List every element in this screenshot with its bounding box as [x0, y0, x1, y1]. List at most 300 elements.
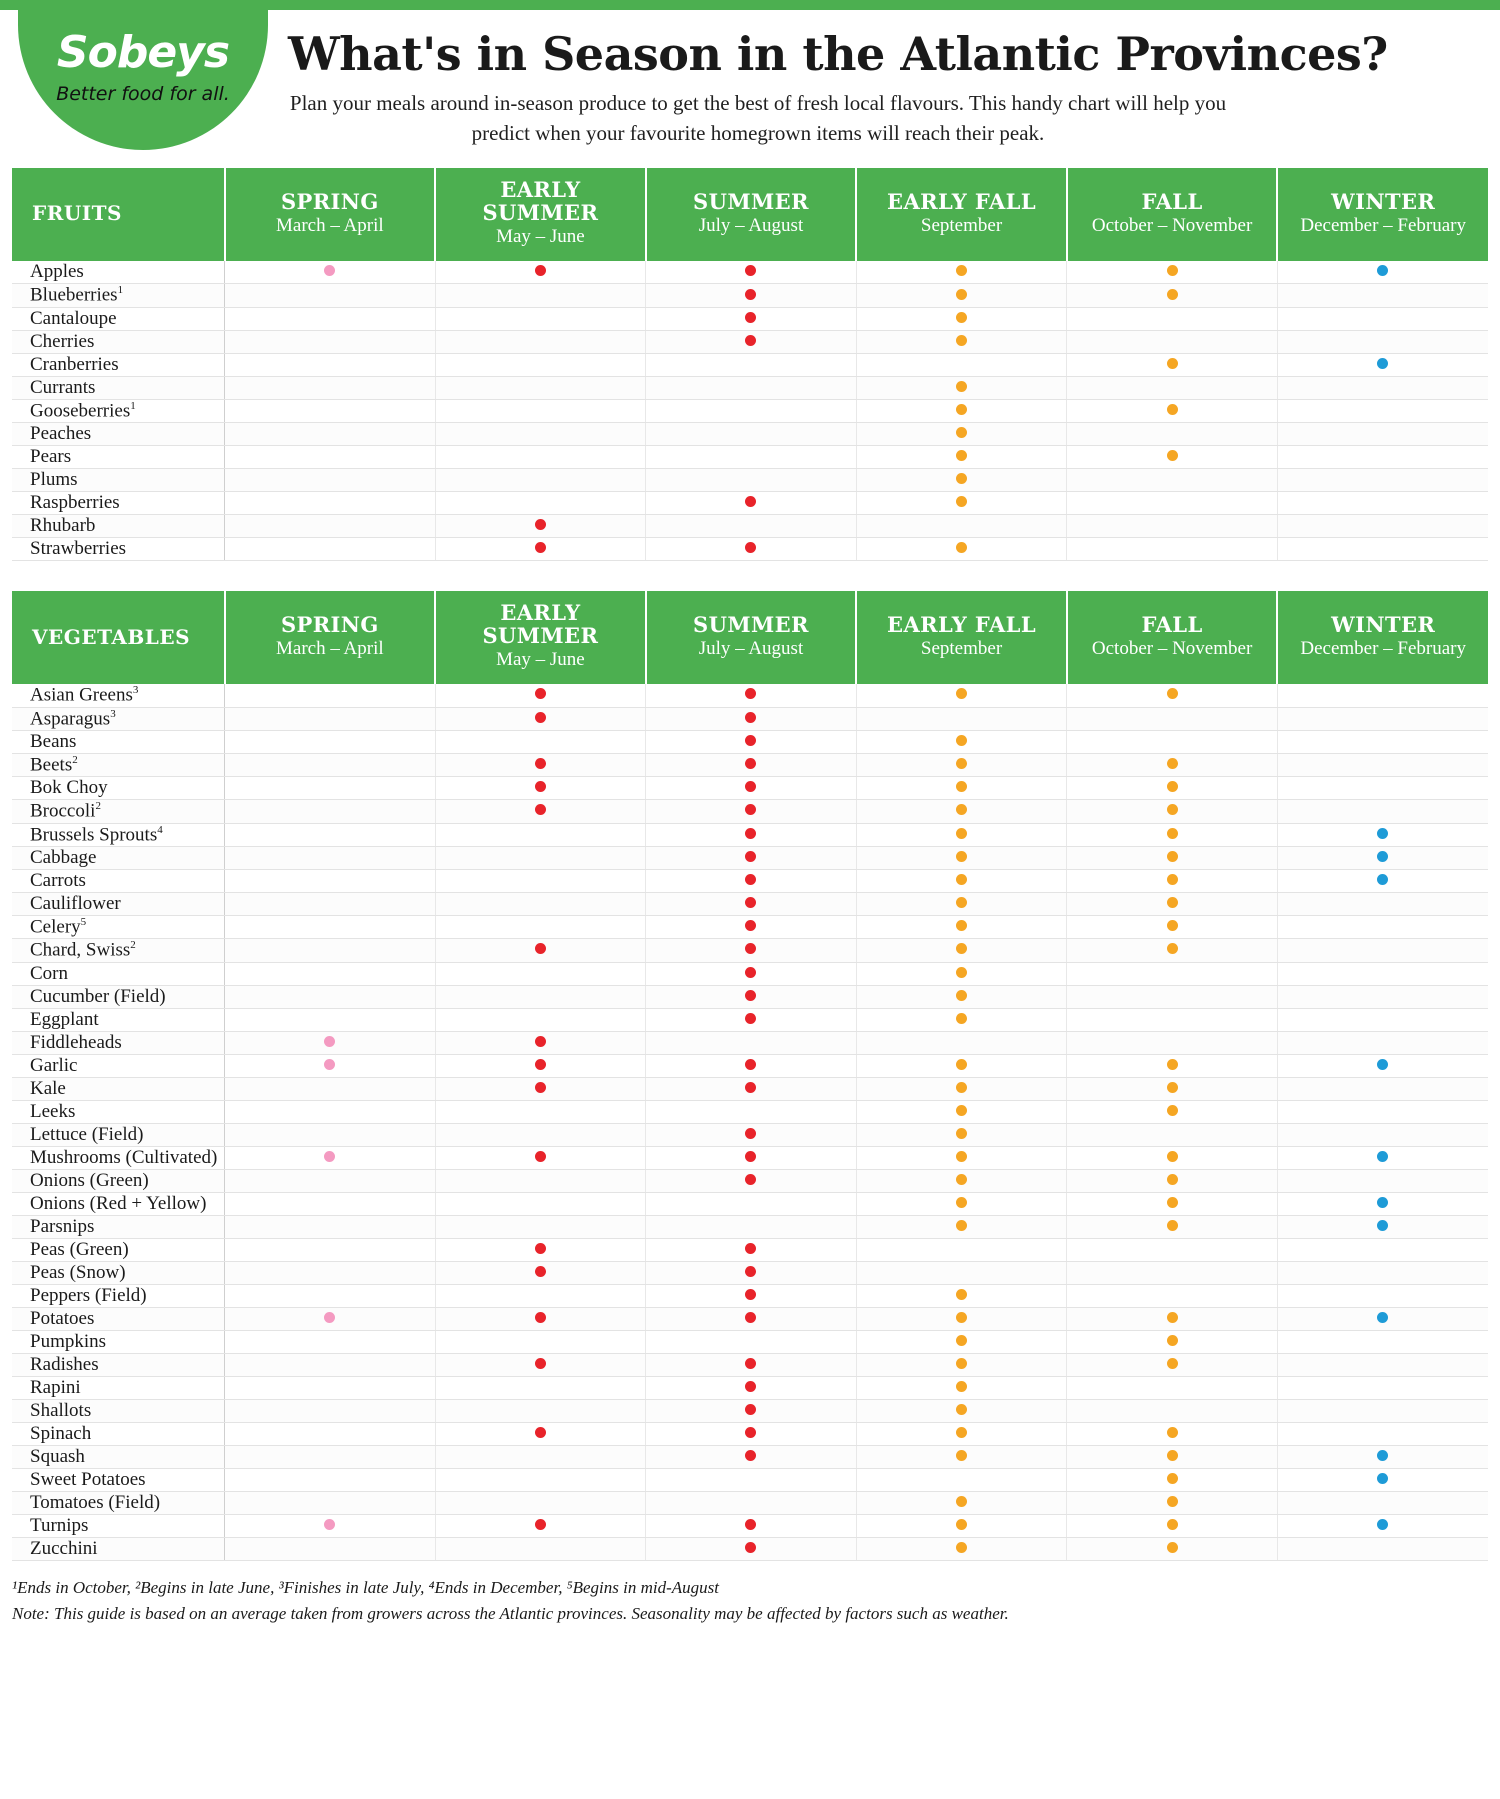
- availability-dot-red: [745, 943, 756, 954]
- season-cell: [225, 1307, 436, 1330]
- availability-dot-gold: [1167, 1473, 1178, 1484]
- availability-dot-gold: [956, 735, 967, 746]
- season-cell: [1277, 1445, 1488, 1468]
- season-cell: [856, 1307, 1067, 1330]
- season-cell: [225, 1169, 436, 1192]
- availability-dot-red: [745, 1151, 756, 1162]
- season-cell: [1067, 1169, 1278, 1192]
- season-cell: [856, 1445, 1067, 1468]
- availability-dot-gold: [956, 265, 967, 276]
- footer: [0, 1561, 1500, 1628]
- season-cell: [225, 1261, 436, 1284]
- season-cell: [1067, 1537, 1278, 1560]
- season-cell: [1067, 1008, 1278, 1031]
- produce-name: Cherries: [12, 330, 225, 353]
- availability-dot-gold: [1167, 1496, 1178, 1507]
- season-cell: [225, 939, 436, 962]
- season-cell: [435, 469, 646, 492]
- season-cell: [856, 1077, 1067, 1100]
- produce-name: Blueberries$^1$: [12, 284, 225, 307]
- season-cell: [435, 284, 646, 307]
- produce-name: Parsnips: [12, 1215, 225, 1238]
- season-cell: [435, 939, 646, 962]
- season-cell: [435, 1123, 646, 1146]
- season-cell: [1067, 1445, 1278, 1468]
- availability-dot-gold: [956, 967, 967, 978]
- availability-dot-red: [535, 1082, 546, 1093]
- season-cell: [225, 777, 436, 800]
- produce-name: Rhubarb: [12, 515, 225, 538]
- season-cell: [1277, 1307, 1488, 1330]
- season-cell: [646, 1537, 857, 1560]
- season-cell: [435, 800, 646, 823]
- availability-dot-red: [535, 1151, 546, 1162]
- availability-dot-gold: [956, 874, 967, 885]
- availability-dot-red: [535, 519, 546, 530]
- season-cell: [646, 423, 857, 446]
- produce-name: Asparagus$^3$: [12, 707, 225, 730]
- season-cell: [646, 1123, 857, 1146]
- availability-dot-gold: [1167, 1174, 1178, 1185]
- availability-dot-red: [745, 265, 756, 276]
- availability-dot-gold: [1167, 688, 1178, 699]
- produce-name: Mushrooms (Cultivated): [12, 1146, 225, 1169]
- season-cell: [646, 1146, 857, 1169]
- season-cell: [435, 1169, 646, 1192]
- availability-dot-gold: [956, 1059, 967, 1070]
- season-cell: [435, 1054, 646, 1077]
- table-row: [12, 707, 1488, 730]
- column-header-winter: WINTER December – February: [1277, 591, 1488, 684]
- season-cell: [856, 469, 1067, 492]
- page-subtitle: Plan your meals around in-season produce to get the best of fresh local flavours. This handy chart will help you predict when your favourite homegrown items will reach their peak.: [289, 90, 1227, 146]
- availability-dot-gold: [1167, 1427, 1178, 1438]
- season-cell: [225, 823, 436, 846]
- availability-dot-blue: [1377, 1220, 1388, 1231]
- availability-dot-gold: [1167, 851, 1178, 862]
- season-cell: [435, 684, 646, 707]
- column-header-fall: FALL October – November: [1067, 168, 1278, 261]
- season-cell: [435, 330, 646, 353]
- produce-name: Peas (Green): [12, 1238, 225, 1261]
- season-cell: [1277, 846, 1488, 869]
- footnote-marker: 4: [157, 823, 163, 836]
- season-cell: [1067, 707, 1278, 730]
- season-cell: [435, 1468, 646, 1491]
- season-cell: [856, 423, 1067, 446]
- availability-dot-gold: [956, 1450, 967, 1461]
- produce-name: Strawberries: [12, 538, 225, 561]
- availability-dot-gold: [956, 1082, 967, 1093]
- season-cell: [856, 330, 1067, 353]
- availability-dot-red: [745, 688, 756, 699]
- season-cell: [856, 707, 1067, 730]
- availability-dot-gold: [956, 1220, 967, 1231]
- produce-name: Rapini: [12, 1376, 225, 1399]
- season-cell: [435, 1537, 646, 1560]
- season-cell: [1067, 915, 1278, 938]
- table-row: [12, 1445, 1488, 1468]
- availability-dot-gold: [956, 1197, 967, 1208]
- season-cell: [1067, 1330, 1278, 1353]
- season-cell: [856, 939, 1067, 962]
- availability-dot-gold: [1167, 1358, 1178, 1369]
- produce-name: Apples: [12, 261, 225, 284]
- season-cell: [856, 684, 1067, 707]
- table-row: [12, 1514, 1488, 1537]
- season-cell: [1067, 1307, 1278, 1330]
- season-cell: [435, 1284, 646, 1307]
- season-cell: [1277, 823, 1488, 846]
- season-cell: [856, 1054, 1067, 1077]
- availability-dot-gold: [956, 828, 967, 839]
- season-cell: [435, 915, 646, 938]
- season-cell: [225, 1008, 436, 1031]
- season-cell: [856, 892, 1067, 915]
- season-cell: [856, 1100, 1067, 1123]
- season-cell: [646, 800, 857, 823]
- produce-name: Chard, Swiss$^2$: [12, 939, 225, 962]
- produce-name: Pumpkins: [12, 1330, 225, 1353]
- produce-name: Beans: [12, 730, 225, 753]
- availability-dot-gold: [1167, 1335, 1178, 1346]
- table-row: [12, 399, 1488, 422]
- season-cell: [1067, 307, 1278, 330]
- season-cell: [1067, 538, 1278, 561]
- availability-dot-gold: [1167, 450, 1178, 461]
- footnote-list: ¹Ends in October, ²Begins in late June, ³Finishes in late July, ⁴Ends in December, ⁵Begins in mid-August: [12, 1577, 719, 1597]
- season-cell: [435, 1330, 646, 1353]
- season-cell: [1277, 492, 1488, 515]
- season-cell: [435, 1399, 646, 1422]
- produce-name: Carrots: [12, 869, 225, 892]
- produce-name: Plums: [12, 469, 225, 492]
- availability-dot-red: [745, 1128, 756, 1139]
- availability-dot-red: [535, 712, 546, 723]
- season-cell: [435, 423, 646, 446]
- availability-dot-red: [535, 688, 546, 699]
- availability-dot-red: [535, 265, 546, 276]
- table-row: [12, 1307, 1488, 1330]
- availability-dot-red: [745, 496, 756, 507]
- table-row: [12, 1353, 1488, 1376]
- table-row: [12, 1261, 1488, 1284]
- produce-name: Cauliflower: [12, 892, 225, 915]
- produce-name: Lettuce (Field): [12, 1123, 225, 1146]
- season-cell: [225, 376, 436, 399]
- column-header-summer: SUMMER July – August: [646, 168, 857, 261]
- season-cell: [1067, 823, 1278, 846]
- season-cell: [225, 399, 436, 422]
- season-cell: [646, 1261, 857, 1284]
- table-row: [12, 353, 1488, 376]
- season-cell: [1067, 1376, 1278, 1399]
- footnote-marker: 2: [72, 753, 78, 766]
- availability-dot-gold: [1167, 289, 1178, 300]
- season-cell: [646, 939, 857, 962]
- season-cell: [225, 800, 436, 823]
- availability-dot-red: [745, 828, 756, 839]
- season-cell: [1067, 376, 1278, 399]
- season-cell: [646, 492, 857, 515]
- table-row: [12, 777, 1488, 800]
- table-row: [12, 684, 1488, 707]
- produce-name: Peppers (Field): [12, 1284, 225, 1307]
- season-cell: [1277, 985, 1488, 1008]
- season-cell: [856, 869, 1067, 892]
- season-cell: [1067, 1468, 1278, 1491]
- availability-dot-red: [745, 1059, 756, 1070]
- season-cell: [1067, 1353, 1278, 1376]
- season-cell: [225, 469, 436, 492]
- availability-dot-gold: [1167, 404, 1178, 415]
- season-cell: [646, 823, 857, 846]
- season-cell: [856, 1491, 1067, 1514]
- season-cell: [435, 1261, 646, 1284]
- season-cell: [856, 399, 1067, 422]
- season-cell: [435, 707, 646, 730]
- season-cell: [225, 753, 436, 776]
- availability-dot-gold: [956, 473, 967, 484]
- season-cell: [646, 469, 857, 492]
- season-cell: [435, 307, 646, 330]
- season-cell: [856, 1031, 1067, 1054]
- availability-dot-gold: [1167, 1197, 1178, 1208]
- season-cell: [856, 1468, 1067, 1491]
- produce-name: Currants: [12, 376, 225, 399]
- season-cell: [856, 1123, 1067, 1146]
- season-cell: [225, 538, 436, 561]
- table-row: [12, 846, 1488, 869]
- season-cell: [856, 353, 1067, 376]
- season-cell: [856, 284, 1067, 307]
- season-cell: [1067, 1192, 1278, 1215]
- column-header-early-fall: EARLY FALL September: [856, 168, 1067, 261]
- table-row: [12, 1169, 1488, 1192]
- table-row: [12, 1100, 1488, 1123]
- brand-name: Sobeys: [56, 27, 230, 78]
- vegetables-body: [12, 684, 1488, 1560]
- availability-dot-pink: [324, 1519, 335, 1530]
- produce-name: Garlic: [12, 1054, 225, 1077]
- availability-dot-gold: [956, 851, 967, 862]
- availability-dot-gold: [956, 1496, 967, 1507]
- availability-dot-red: [535, 943, 546, 954]
- season-cell: [225, 1031, 436, 1054]
- produce-name: Cucumber (Field): [12, 985, 225, 1008]
- availability-dot-gold: [1167, 804, 1178, 815]
- header-text-block: [288, 27, 1478, 149]
- season-cell: [1277, 800, 1488, 823]
- availability-dot-red: [535, 1266, 546, 1277]
- season-cell: [1067, 1031, 1278, 1054]
- season-cell: [435, 1215, 646, 1238]
- sobeys-logo[interactable]: [18, 0, 268, 150]
- availability-dot-gold: [956, 943, 967, 954]
- produce-name: Beets$^2$: [12, 753, 225, 776]
- produce-name: Peas (Snow): [12, 1261, 225, 1284]
- table-row: [12, 1123, 1488, 1146]
- table-row: [12, 492, 1488, 515]
- availability-dot-gold: [956, 990, 967, 1001]
- produce-name: Shallots: [12, 1399, 225, 1422]
- availability-dot-gold: [956, 1312, 967, 1323]
- season-cell: [1067, 492, 1278, 515]
- season-cell: [856, 1353, 1067, 1376]
- produce-name: Turnips: [12, 1514, 225, 1537]
- page-header: [0, 0, 1500, 168]
- availability-dot-gold: [956, 1358, 967, 1369]
- season-cell: [1067, 846, 1278, 869]
- season-cell: [1277, 538, 1488, 561]
- season-cell: [1067, 684, 1278, 707]
- season-cell: [1277, 307, 1488, 330]
- table-row: [12, 515, 1488, 538]
- availability-dot-red: [745, 1404, 756, 1415]
- season-cell: [435, 399, 646, 422]
- season-cell: [435, 446, 646, 469]
- column-header-summer: SUMMER July – August: [646, 591, 857, 684]
- season-cell: [646, 1100, 857, 1123]
- availability-dot-red: [745, 542, 756, 553]
- availability-dot-pink: [324, 1151, 335, 1162]
- produce-name: Radishes: [12, 1353, 225, 1376]
- season-cell: [225, 1238, 436, 1261]
- season-cell: [1277, 753, 1488, 776]
- season-cell: [646, 1077, 857, 1100]
- availability-dot-red: [745, 897, 756, 908]
- column-header-early-summer: EARLY SUMMER May – June: [435, 168, 646, 261]
- availability-dot-gold: [956, 542, 967, 553]
- season-cell: [1277, 1261, 1488, 1284]
- season-cell: [1277, 1008, 1488, 1031]
- season-cell: [1067, 777, 1278, 800]
- availability-dot-red: [745, 1381, 756, 1392]
- season-cell: [435, 1307, 646, 1330]
- produce-name: Fiddleheads: [12, 1031, 225, 1054]
- season-cell: [225, 261, 436, 284]
- season-cell: [225, 730, 436, 753]
- season-cell: [1277, 1100, 1488, 1123]
- availability-dot-gold: [956, 688, 967, 699]
- availability-dot-red: [535, 1427, 546, 1438]
- season-cell: [435, 1100, 646, 1123]
- produce-name: Squash: [12, 1445, 225, 1468]
- produce-name: Cantaloupe: [12, 307, 225, 330]
- season-cell: [646, 684, 857, 707]
- season-cell: [646, 846, 857, 869]
- season-cell: [856, 915, 1067, 938]
- availability-dot-gold: [956, 427, 967, 438]
- season-cell: [646, 399, 857, 422]
- season-cell: [435, 730, 646, 753]
- season-cell: [646, 962, 857, 985]
- table-row: [12, 800, 1488, 823]
- season-cell: [225, 1100, 436, 1123]
- table-row: [12, 1054, 1488, 1077]
- season-cell: [856, 1330, 1067, 1353]
- availability-dot-red: [745, 920, 756, 931]
- season-cell: [856, 515, 1067, 538]
- availability-dot-pink: [324, 1059, 335, 1070]
- availability-dot-red: [535, 1036, 546, 1047]
- season-cell: [435, 1353, 646, 1376]
- availability-dot-gold: [956, 381, 967, 392]
- season-cell: [1067, 1399, 1278, 1422]
- page-title: What's in Season in the Atlantic Provinces?: [288, 27, 1388, 81]
- season-cell: [435, 1376, 646, 1399]
- season-cell: [1277, 515, 1488, 538]
- season-cell: [856, 1238, 1067, 1261]
- footnote-marker: 1: [117, 284, 124, 297]
- season-cell: [856, 1261, 1067, 1284]
- season-cell: [1067, 1077, 1278, 1100]
- availability-dot-gold: [1167, 758, 1178, 769]
- season-cell: [1277, 777, 1488, 800]
- season-cell: [646, 376, 857, 399]
- availability-dot-gold: [1167, 1450, 1178, 1461]
- season-cell: [1277, 399, 1488, 422]
- season-cell: [1067, 1100, 1278, 1123]
- column-header-fall: FALL October – November: [1067, 591, 1278, 684]
- availability-dot-red: [745, 1266, 756, 1277]
- fruits-header-row: [12, 168, 1488, 261]
- season-cell: [435, 1008, 646, 1031]
- availability-dot-blue: [1377, 358, 1388, 369]
- availability-dot-gold: [956, 1427, 967, 1438]
- season-cell: [646, 1491, 857, 1514]
- table-row: [12, 423, 1488, 446]
- availability-dot-gold: [956, 1105, 967, 1116]
- availability-dot-red: [745, 335, 756, 346]
- season-cell: [225, 423, 436, 446]
- availability-dot-gold: [1167, 1082, 1178, 1093]
- availability-dot-red: [535, 1243, 546, 1254]
- season-cell: [435, 1077, 646, 1100]
- availability-dot-red: [745, 758, 756, 769]
- season-cell: [646, 1445, 857, 1468]
- season-cell: [856, 753, 1067, 776]
- season-cell: [1277, 1330, 1488, 1353]
- footnote-marker: 3: [110, 707, 116, 720]
- season-cell: [435, 753, 646, 776]
- footnote-marker: 3: [132, 684, 139, 697]
- table-row: [12, 1537, 1488, 1560]
- season-cell: [1277, 446, 1488, 469]
- season-cell: [435, 1146, 646, 1169]
- season-cell: [1067, 1261, 1278, 1284]
- season-cell: [435, 823, 646, 846]
- availability-dot-blue: [1377, 1059, 1388, 1070]
- season-cell: [225, 1537, 436, 1560]
- fruits-table: [12, 168, 1488, 561]
- season-cell: [1277, 730, 1488, 753]
- season-cell: [856, 1284, 1067, 1307]
- table-row: [12, 1238, 1488, 1261]
- availability-dot-red: [745, 1519, 756, 1530]
- season-cell: [1277, 915, 1488, 938]
- availability-dot-gold: [956, 781, 967, 792]
- season-cell: [1067, 446, 1278, 469]
- season-cell: [856, 492, 1067, 515]
- season-cell: [1067, 1422, 1278, 1445]
- season-cell: [1277, 1284, 1488, 1307]
- fruits-category-header: FRUITS: [12, 168, 225, 261]
- season-cell: [1277, 1537, 1488, 1560]
- season-cell: [435, 1445, 646, 1468]
- availability-dot-gold: [1167, 897, 1178, 908]
- availability-dot-red: [745, 851, 756, 862]
